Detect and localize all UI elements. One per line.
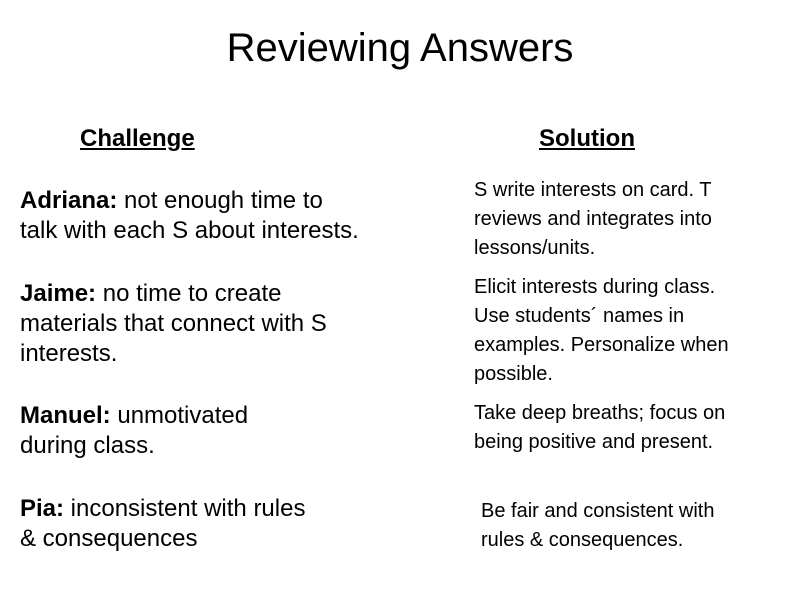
solution-jaime: Elicit interests during class. Use students´ names in examples. Personalize when possible.	[474, 276, 729, 385]
challenge-manuel	[20, 401, 440, 461]
solution-pia: Be fair and consistent with rules & consequences.	[481, 500, 715, 551]
student-name: Jaime:	[20, 280, 97, 307]
solution-column-header: Solution	[539, 125, 635, 152]
student-name: Manuel:	[20, 402, 111, 429]
slide-title: Reviewing Answers	[226, 26, 574, 70]
challenge-jaime	[20, 279, 440, 369]
challenge-text: no time to create materials that connect with S interests.	[20, 280, 327, 367]
challenge-pia	[20, 494, 440, 554]
challenge-text: inconsistent with rules & consequences	[20, 495, 306, 552]
solution-adriana: S write interests on card. T reviews and integrates into lessons/units.	[474, 179, 712, 259]
student-name: Adriana:	[20, 187, 118, 214]
solution-manuel: Take deep breaths; focus on being positive and present.	[474, 402, 726, 453]
challenge-text: not enough time to talk with each S about interests.	[20, 187, 359, 244]
challenge-adriana	[20, 186, 440, 246]
student-name: Pia:	[20, 495, 65, 522]
challenge-column-header: Challenge	[80, 125, 195, 152]
challenge-text: unmotivated during class.	[20, 402, 249, 459]
